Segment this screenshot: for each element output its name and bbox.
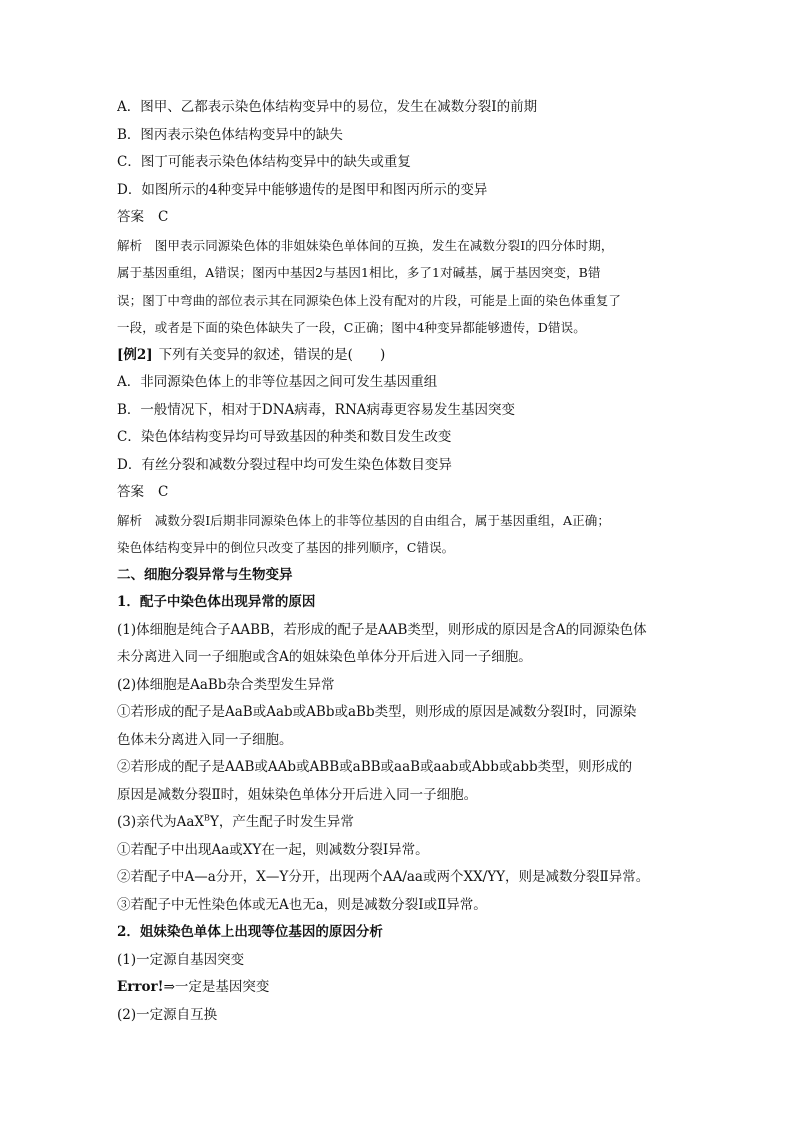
subsection-2-title: 2．姐妹染色单体上出现等位基因的原因分析 <box>117 924 383 940</box>
para-2b-line-2: 原因是减数分裂Ⅱ时，姐妹染色单体分开后进入同一子细胞。 <box>117 786 478 803</box>
q2-answer <box>117 479 687 507</box>
para-3-title-pre: (3)亲代为AaX <box>117 814 205 830</box>
para-3-title-post: Y，产生配子时发生异常 <box>209 814 354 830</box>
q2-option-c: C．染色体结构变异均可导致基因的种类和数目发生改变 <box>117 429 452 445</box>
para-3-title <box>117 809 687 837</box>
para-1-line-2: 未分离进入同一子细胞或含A的姐妹染色单体分开后进入同一子细胞。 <box>117 649 532 665</box>
error-line <box>117 974 687 1002</box>
para-2a-line-2: 色体未分离进入同一子细胞。 <box>117 731 293 748</box>
subsection-2-item-1: (1)一定源自基因突变 <box>117 951 245 968</box>
section-heading: 二、细胞分裂异常与生物变异 <box>117 566 293 583</box>
q2-option-d: D．有丝分裂和减数分裂过程中均可发生染色体数目变异 <box>117 456 452 473</box>
q1-option-a: A．图甲、乙都表示染色体结构变异中的易位，发生在减数分裂Ⅰ的前期 <box>117 99 538 115</box>
answer-label: 答案 <box>117 484 144 500</box>
answer-label: 答案 <box>117 209 144 225</box>
error-text: Error! <box>117 979 164 995</box>
q1-analysis-line-3: 误；图丁中弯曲的部位表示其在同源染色体上没有配对的片段，可能是上面的染色体重复了 <box>117 292 622 308</box>
example-tag: [例2] <box>117 346 153 363</box>
q1-analysis-line-1: 解析 图甲表示同源染色体的非姐妹染色单体间的互换，发生在减数分裂Ⅰ的四分体时期， <box>117 237 614 253</box>
document-content <box>117 94 687 1029</box>
q2-analysis-line-2: 染色体结构变异中的倒位只改变了基因的排列顺序，C错误。 <box>117 540 455 555</box>
q2-option-b: B．一般情况下，相对于DNA病毒，RNA病毒更容易发生基因突变 <box>117 401 516 418</box>
para-1-line-1: (1)体细胞是纯合子AABB，若形成的配子是AAB类型，则形成的原因是含A的同源染色体 <box>117 621 647 638</box>
para-3-item-3: ③若配子中无性染色体或无A也无a，则是减数分裂Ⅰ或Ⅱ异常。 <box>117 896 487 913</box>
q2-stem <box>117 342 687 370</box>
error-tail: ⇒一定是基因突变 <box>163 979 270 995</box>
q1-answer <box>117 204 687 232</box>
subsection-1-title: 1．配子中染色体出现异常的原因 <box>117 594 316 610</box>
para-3-title-sup: B <box>204 813 210 823</box>
subsection-2-item-2: (2)一定源自互换 <box>117 1006 218 1023</box>
para-3-item-1: ①若配子中出现Aa或XY在一起，则减数分裂Ⅰ异常。 <box>117 841 429 858</box>
q2-stem-text: 下列有关变异的叙述，错误的是( ) <box>158 346 386 363</box>
q1-option-c: C．图丁可能表示染色体结构变异中的缺失或重复 <box>117 154 411 170</box>
para-2-title: (2)体细胞是AaBb杂合类型发生异常 <box>117 676 335 693</box>
para-2b-line-1: ②若形成的配子是AAB或AAb或ABB或aBB或aaB或aab或Abb或abb类型，则形成的 <box>117 759 633 775</box>
q1-analysis-line-2: 属于基因重组，A错误；图丙中基因2与基因1相比，多了1对碱基，属于基因突变，B错 <box>117 265 601 280</box>
q1-analysis-line-4: 一段，或者是下面的染色体缺失了一段，C正确；图中4种变异都能够遗传，D错误。 <box>117 320 586 335</box>
answer-value: C <box>158 209 169 225</box>
q1-option-d: D．如图所示的4种变异中能够遗传的是图甲和图丙所示的变异 <box>117 181 488 198</box>
q1-option-b: B．图丙表示染色体结构变异中的缺失 <box>117 126 343 143</box>
para-2a-line-1: ①若形成的配子是AaB或Aab或ABb或aBb类型，则形成的原因是减数分裂Ⅰ时，同源染 <box>117 704 637 720</box>
answer-value: C <box>158 484 169 500</box>
q2-analysis-line-1: 解析 减数分裂Ⅰ后期非同源染色体上的非等位基因的自由组合，属于基因重组，A正确； <box>117 512 610 528</box>
q2-option-a: A．非同源染色体上的非等位基因之间可发生基因重组 <box>117 374 438 390</box>
para-3-item-2: ②若配子中A—a分开，X—Y分开，出现两个AA/aa或两个XX/YY，则是减数分裂Ⅱ异常。 <box>117 869 650 885</box>
